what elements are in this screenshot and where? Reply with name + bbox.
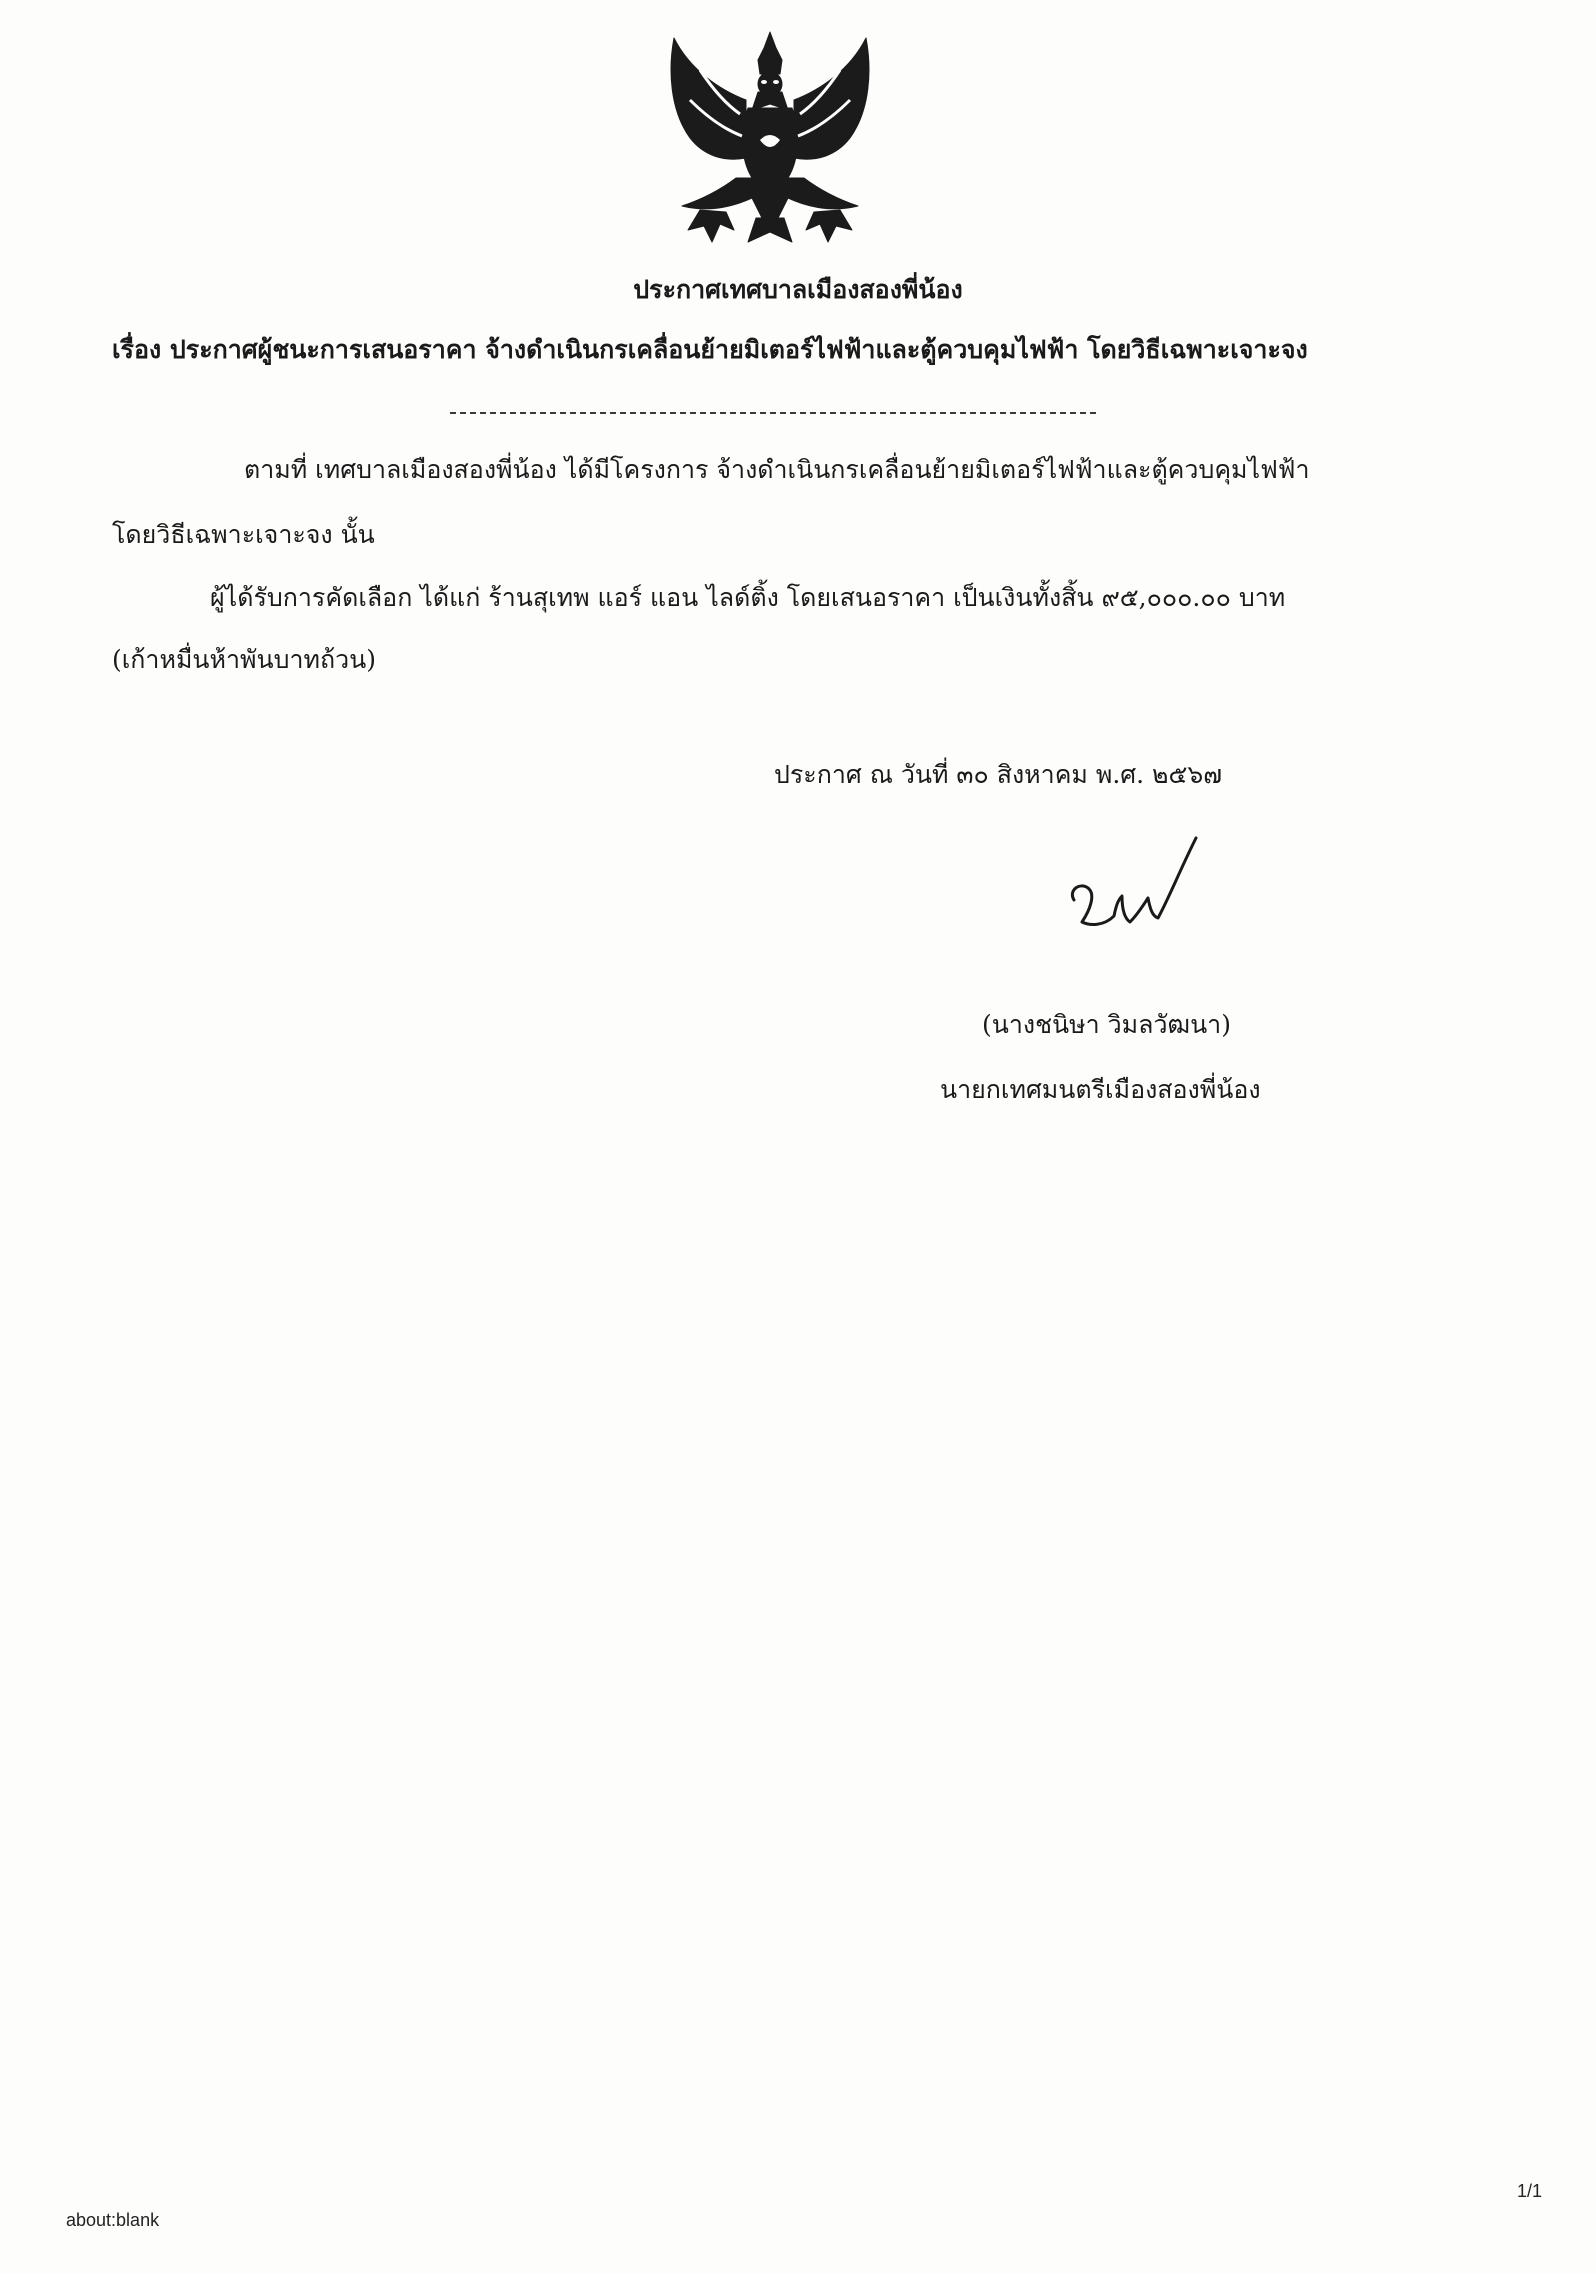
body-paragraph-2-line-1: ผู้ได้รับการคัดเลือก ได้แก่ ร้านสุเทพ แอร์ แอน ไลด์ติ้ง โดยเสนอราคา เป็นเงินทั้งสิ้น ๙๕,๐๐๐.๐๐ บาท: [210, 583, 1286, 612]
body-paragraph-1-line-2: โดยวิธีเฉพาะเจาะจง นั้น: [112, 520, 375, 549]
dashed-divider: [450, 412, 1096, 414]
garuda-emblem-icon: [660, 30, 880, 248]
announcement-date: ประกาศ ณ วันที่ ๓๐ สิงหาคม พ.ศ. ๒๕๖๗: [774, 760, 1223, 789]
signer-title: นายกเทศมนตรีเมืองสองพี่น้อง: [940, 1075, 1261, 1104]
handwritten-signature: [1060, 830, 1210, 960]
footer-url: about:blank: [66, 2210, 160, 2230]
body-paragraph-2-line-2: (เก้าหมื่นห้าพันบาทถ้วน): [112, 645, 377, 674]
body-paragraph-1-line-1: ตามที่ เทศบาลเมืองสองพี่น้อง ได้มีโครงการ จ้างดำเนินกรเคลื่อนย้ายมิเตอร์ไฟฟ้าและตู้ควบคุมไฟฟ้า: [244, 455, 1310, 484]
footer-page-number: 1/1: [1517, 2181, 1543, 2201]
signer-name: (นางชนิษา วิมลวัฒนา): [982, 1010, 1231, 1039]
document-subject: เรื่อง ประกาศผู้ชนะการเสนอราคา จ้างดำเนินกรเคลื่อนย้ายมิเตอร์ไฟฟ้าและตู้ควบคุมไฟฟ้า โดยวิธีเฉพาะเจาะจง: [112, 335, 1308, 364]
document-title: ประกาศเทศบาลเมืองสองพี่น้อง: [633, 275, 963, 304]
